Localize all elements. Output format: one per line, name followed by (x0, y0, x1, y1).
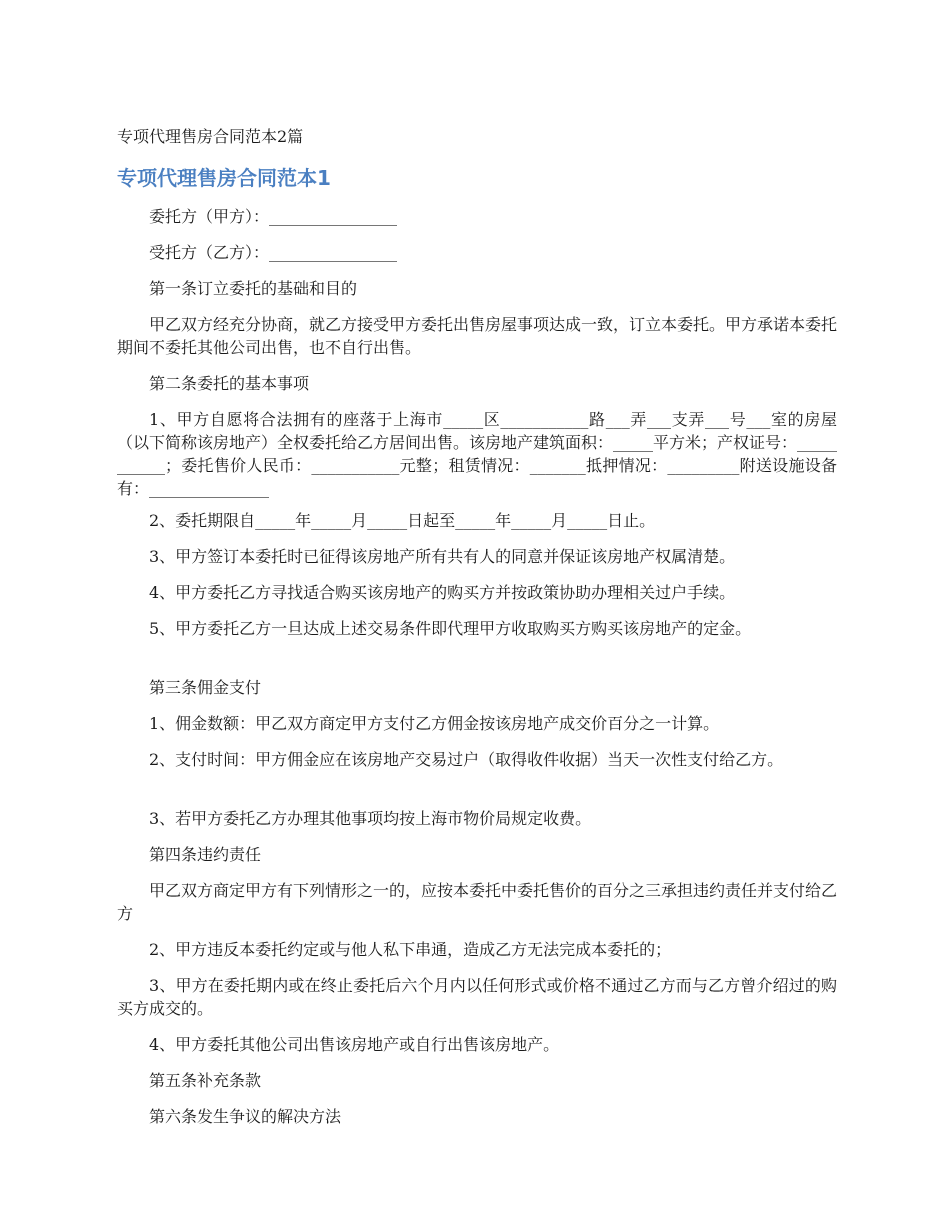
article-1-body: 甲乙双方经充分协商，就乙方接受甲方委托出售房屋事项达成一致，订立本委托。甲方承诺本委托期间不委托其他公司出售，也不自行出售。 (117, 315, 838, 357)
party-a-line: 委托方（甲方）：________________ (149, 207, 398, 226)
article-4-item-4: 4、甲方委托其他公司出售该房地产或自行出售该房地产。 (149, 1035, 560, 1054)
article-2-item-4: 4、甲方委托乙方寻找适合购买该房地产的购买方并按政策协助办理相关过户手续。 (149, 583, 736, 602)
article-4-body: 甲乙双方商定甲方有下列情形之一的，应按本委托中委托售价的百分之三承担违约责任并支付给乙方 (117, 881, 838, 923)
document-title: 专项代理售房合同范本2篇 (117, 127, 304, 146)
article-3-heading: 第三条佣金支付 (149, 678, 262, 697)
section-heading: 专项代理售房合同范本1 (117, 166, 331, 190)
article-1-heading: 第一条订立委托的基础和目的 (149, 279, 358, 298)
article-2-item-3: 3、甲方签订本委托时已征得该房地产所有共有人的同意并保证该房地产权属清楚。 (149, 547, 736, 566)
party-b-line: 受托方（乙方）：________________ (149, 243, 398, 262)
article-3-item-1: 1、佣金数额：甲乙双方商定甲方支付乙方佣金按该房地产成交价百分之一计算。 (149, 714, 720, 733)
article-2-item-1: 1、甲方自愿将合法拥有的座落于上海市_____区___________路___弄___支弄___号___室的房屋（以下简称该房地产）全权委托给乙方居间出售。该房地产建筑面积：_____平方米；产权证号：___________；委托售价人民币：___________元整；租赁情况：_______抵押情况：_________附送设施设备有：_______________ (117, 410, 838, 498)
article-5-heading: 第五条补充条款 (149, 1071, 262, 1090)
article-6-heading: 第六条发生争议的解决方法 (149, 1107, 342, 1126)
article-2-item-2: 2、委托期限自_____年_____月_____日起至_____年_____月_____日止。 (149, 511, 656, 530)
article-4-item-2: 2、甲方违反本委托约定或与他人私下串通，造成乙方无法完成本委托的； (149, 940, 672, 959)
article-3-item-3: 3、若甲方委托乙方办理其他事项均按上海市物价局规定收费。 (149, 809, 592, 828)
article-3-item-2: 2、支付时间：甲方佣金应在该房地产交易过户（取得收件收据）当天一次性支付给乙方。 (149, 750, 784, 769)
article-4-heading: 第四条违约责任 (149, 845, 262, 864)
article-2-item-5: 5、甲方委托乙方一旦达成上述交易条件即代理甲方收取购买方购买该房地产的定金。 (149, 619, 752, 638)
article-4-item-3: 3、甲方在委托期内或在终止委托后六个月内以任何形式或价格不通过乙方而与乙方曾介绍过的购买方成交的。 (117, 976, 837, 1018)
article-2-heading: 第二条委托的基本事项 (149, 374, 310, 393)
